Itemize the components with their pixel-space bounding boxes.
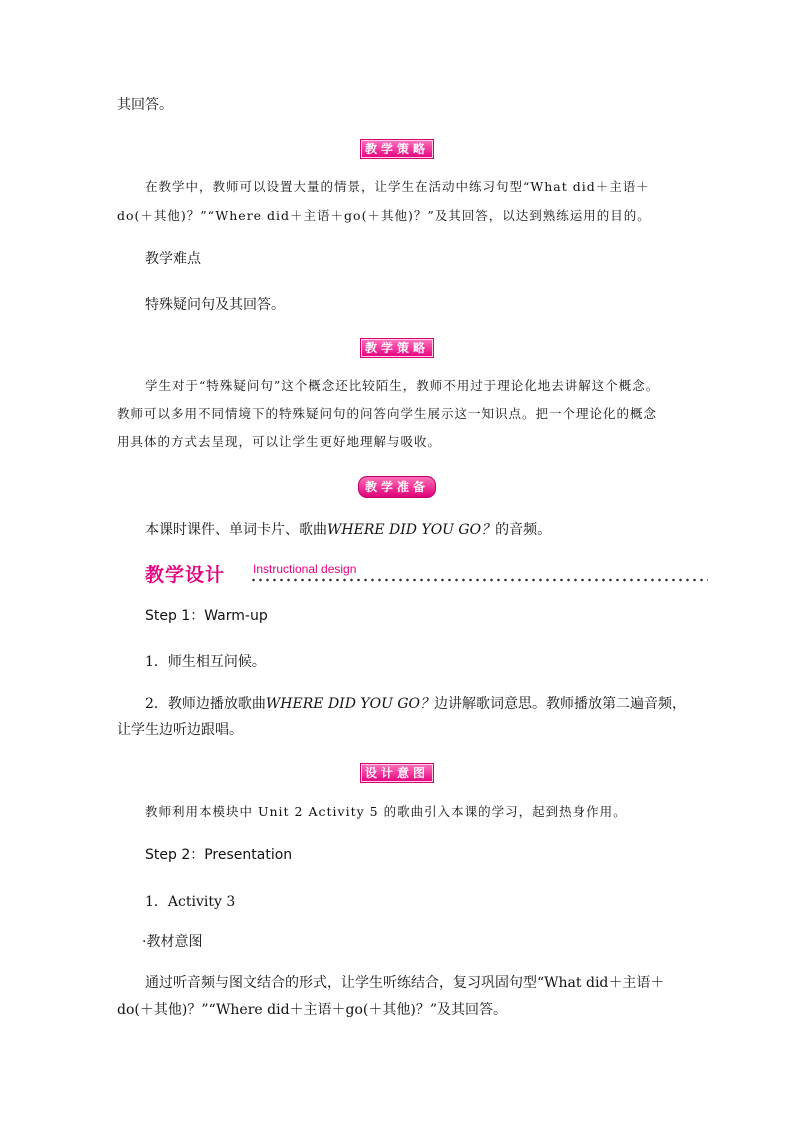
step-song-title: WHERE DID YOU GO？ xyxy=(265,696,435,712)
strategy-badge: 教学策略 xyxy=(360,139,434,159)
step-item: 1．师生相互问候。 xyxy=(145,654,266,670)
strategy-badge-row-1 xyxy=(0,138,794,159)
difficulty-text: 特殊疑问句及其回答。 xyxy=(145,297,285,313)
intent-badge: 设计意图 xyxy=(360,763,434,783)
step-item-cont: 让学生边听边跟唱。 xyxy=(117,722,243,738)
strategy-badge-row-2 xyxy=(0,337,794,358)
paragraph-line: 学生对于“特殊疑问句”这个概念还比较陌生，教师不用过于理论化地去讲解这个概念。 xyxy=(145,378,660,393)
paragraph-line: 教师可以多用不同情境下的特殊疑问句的问答向学生展示这一知识点。把一个理论化的概念 xyxy=(117,406,658,421)
prep-badge-row xyxy=(0,476,794,498)
step-heading: Step 1：Warm-up xyxy=(145,608,268,624)
difficulty-label: 教学难点 xyxy=(145,251,201,267)
paragraph-line: 通过听音频与图文结合的形式，让学生听练结合，复习巩固句型“What did＋主语＋ xyxy=(145,975,665,991)
paragraph-line: do(＋其他)？”“Where did＋主语＋go(＋其他)？”及其回答。 xyxy=(117,1002,508,1018)
dotted-divider xyxy=(250,578,708,582)
step-item: 1．Activity 3 xyxy=(145,894,236,910)
step-item xyxy=(145,694,686,714)
material-label: ·教材意图 xyxy=(142,934,203,950)
prep-song-title: WHERE DID YOU GO？ xyxy=(327,522,496,538)
prep-text-post: 的音频。 xyxy=(495,522,552,538)
text-line: 其回答。 xyxy=(117,97,173,113)
prep-text xyxy=(145,520,551,540)
strategy-badge: 教学策略 xyxy=(360,338,434,358)
intent-text: 教师利用本模块中 Unit 2 Activity 5 的歌曲引入本课的学习，起到热身作用。 xyxy=(145,804,627,819)
prep-text-pre: 本课时课件、单词卡片、歌曲 xyxy=(145,522,327,538)
step-item-pre: 2．教师边播放歌曲 xyxy=(145,696,266,712)
paragraph-line: 在教学中，教师可以设置大量的情景，让学生在活动中练习句型“What did＋主语＋ xyxy=(145,179,650,194)
prep-badge: 教学准备 xyxy=(358,476,436,498)
paragraph-line: 用具体的方式去呈现，可以让学生更好地理解与吸收。 xyxy=(117,434,442,449)
section-title: 教学设计 xyxy=(145,564,226,586)
paragraph-line: do(＋其他)？”“Where did＋主语＋go(＋其他)？”及其回答，以达到熟练运用的目的。 xyxy=(117,208,651,223)
section-subtitle: Instructional design xyxy=(253,562,357,576)
step-item-post: 边讲解歌词意思。教师播放第二遍音频， xyxy=(434,696,687,712)
step-heading: Step 2：Presentation xyxy=(145,847,293,863)
intent-badge-row xyxy=(0,762,794,783)
